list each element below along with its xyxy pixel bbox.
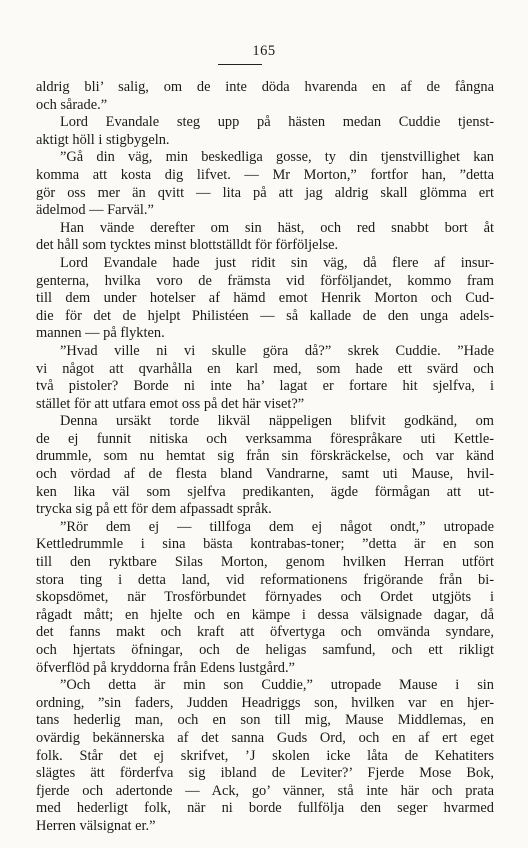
text-line: ken lika väl som sjelfva predikanten, ägde förmågan att ut- <box>36 483 494 500</box>
text-line: komma att kosta dig lifvet. — Mr Morton,” fortfor han, ”detta <box>36 166 494 183</box>
text-line: Lord Evandale hade just ridit sin väg, då flere af insur- <box>60 254 494 271</box>
text-line: ”Hvad ville ni vi skulle göra då?” skrek Cuddie. ”Hade <box>60 342 494 359</box>
text-line: folk. Står det ej skrifvet, ’J skolen icke låta de Kehatiters <box>36 747 494 764</box>
text-line: med hederligt folk, när ni borde fullfölja den seger hvarmed <box>36 800 494 817</box>
text-line: och vördad af de flesta bland Vandrarne, samt uti Mause, hvil- <box>36 466 494 483</box>
text-line: de ej funnit nitiska och verksamma förespråkare uti Kettle- <box>36 430 494 447</box>
text-line: och hjertats öfningar, och de heligas samfund, och ett rikligt <box>36 642 494 658</box>
text-line: Kettledrummle i sina bästa kontrabas-toner; ”detta är en son <box>36 536 494 553</box>
text-line: genterna, hvilka voro de främsta vid förföljandet, kommo fram <box>36 272 494 289</box>
text-line: tans hederlig man, och en son till mig, Mause Middlemas, en <box>36 712 494 729</box>
text-line: aktigt höll i stigbygeln. <box>36 131 170 148</box>
text-line: Lord Evandale steg upp på hästen medan Cuddie tjenst- <box>60 114 494 131</box>
text-line: die för det de hjelpt Philistéen — så kallade de den unga adels- <box>36 307 494 324</box>
text-line: det fanns makt och kraft att öfvertyga och omvända syndare, <box>36 624 494 641</box>
text-line: drummle, som nu hemtat sig från sin förskräckelse, och var känd <box>36 448 494 465</box>
text-line: gör oss mer än qvitt — lita på att jag aldrig skall glömma ert <box>36 184 494 201</box>
text-line: och sårade.” <box>36 96 108 113</box>
text-line: fjerde och adertonde — Ack, go’ vänner, stå inte här och prata <box>36 782 494 799</box>
text-line: öfverflöd på kryddorna från Edens lustgård.” <box>36 659 295 676</box>
page-number: 165 <box>252 43 276 59</box>
text-line: vi något att qvarhålla en karl med, som hade ett svärd och <box>36 360 494 377</box>
text-line: slägtes ätt förderfva sig ibland de Leviter?’ Fjerde Mose Bok, <box>36 765 494 782</box>
text-line: rågadt mått; en hjelte och en kämpe i dessa välsignade dagar, då <box>36 606 494 623</box>
text-line: stället för att utfara emot oss på det här viset?” <box>36 395 305 412</box>
text-line: trycka sig på ett för dem afpassadt språk. <box>36 501 272 518</box>
text-line: två pistoler? Borde ni inte ha’ lagat er fortare hit sjelfva, i <box>36 378 494 395</box>
text-line: Herren välsignat er.” <box>36 817 156 834</box>
text-line: skopsdömet, när Trosförbundet förnyades och Ordet utgjöts i <box>36 589 494 606</box>
text-line: Han vände derefter om sin häst, och red snabbt bort åt <box>60 219 494 236</box>
text-line: ”Rör dem ej — tillfoga dem ej något ondt,” utropade <box>60 518 494 535</box>
text-line: det håll som tycktes minst blottställdt för förföljelse. <box>36 237 339 254</box>
body-text <box>36 79 494 836</box>
text-line: stora ting i detta land, vid reformationens frigörande från bi- <box>36 571 494 588</box>
text-line: mannen — på flykten. <box>36 325 165 342</box>
text-line: ordning, ”sin faders, Judden Headriggs son, hvilken var en hjer- <box>36 694 494 711</box>
text-line: ”Gå din väg, min beskedliga gosse, ty din tjenstvillighet kan <box>60 149 494 166</box>
text-line: ”Och detta är min son Cuddie,” utropade Mause i sin <box>60 677 494 694</box>
text-line: aldrig bli’ salig, om de inte döda hvarenda en af de fångna <box>36 79 494 95</box>
text-line: till den ryktbare Silas Morton, genom hvilken Herran utfört <box>36 554 494 571</box>
text-line: Denna ursäkt torde likväl näppeligen blifvit godkänd, om <box>60 413 494 430</box>
text-line: ovärdig bekännerska af det sanna Guds Ord, och en af ert eget <box>36 729 494 746</box>
text-line: ädelmod — Farväl.” <box>36 202 154 219</box>
header-rule <box>218 64 262 65</box>
text-line: till dem under hotelser af hämd emot Henrik Morton och Cud- <box>36 290 494 307</box>
